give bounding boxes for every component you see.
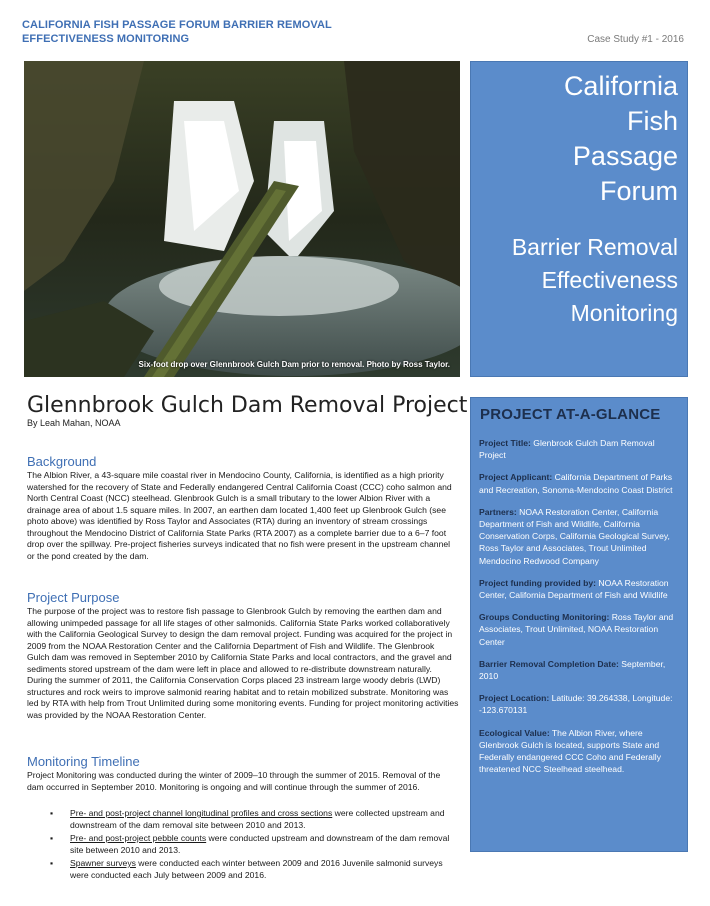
bullet-marker: ▪ [50,833,54,843]
forum-subtitle [512,231,678,330]
article-byline: By Leah Mahan, NOAA [27,418,121,428]
waterfall-photo [24,61,460,377]
forum-title [564,69,678,209]
glance-item-ecological-value [479,727,679,776]
background-text: The Albion River, a 43-square mile coastal river in Mendocino County, California, is identified as a high priority watershed for the recovery of State and Federally endangered Central California Coast (CCC) coho salmon and North Central Coast (NCC) steelhead. Glenbrook Gulch is a small tributary to the lower Albion River with a drainage area of about 1.5 square miles. In 2007, an earthen dam located 1,400 feet up Glenbrook Gulch (see photo above) was identified by Ross Taylor and Associates (RTA) during an inventory of stream crossings throughout the Mendocino District of California State Parks (RTA 2007) as a complete barrier due to a 6–7 foot drop over the spillway. Pre-project fisheries surveys indicated that no fish were present in the upstream channel or the pond created by the dam. [27,470,452,561]
list-item-link[interactable]: Pre- and post-project channel longitudinal profiles and cross sections [70,808,333,818]
timeline-text: Project Monitoring was conducted during the winter of 2009–10 through the summer of 2015. Removal of the dam occurred in September 2010. Monitoring is ongoing and will continue through the summer of 2016. [27,770,441,792]
glance-label: Project Location: [479,693,550,704]
glance-label: Partners: [479,506,517,517]
forum-subtitle-line: Barrier Removal [511,234,678,260]
forum-subtitle-line: Monitoring [570,300,678,326]
glance-value: NOAA Restoration Center, California Department of Fish and Wildlife, California Conservation Corps, California Geological Survey, Ross Taylor and Associates, Trout Unlimited Mendocino Redwood Company [479,506,670,566]
purpose-section [27,590,459,721]
purpose-text: The purpose of the project was to restore fish passage to Glenbrook Gulch by removing the earthen dam and allowing unimpeded passage for all life stages of other salmonids. California State Parks worked collaboratively with the California Geological Survey to design the dam removal project. Funding was acquired for the project in 2009 from the NOAA Restoration Center and the California Department of Fish and Wildlife. The Glenbrook Gulch dam was removed in September 2010 by California State Parks and local contractors, and the gravel and sediments stored upstream of the dam were left in place and allowed to re-distribute downstream naturally. During the summer of 2011, the California Conservation Corps placed 23 instream large woody debris (LWD) structures and rock weirs to improve salmonid rearing habitat and to retain mobilized substrate. Monitoring was led by RTA with help from Trout Unlimited during some monitoring events. Funding for project monitoring activities was provided by the NOAA Restoration Center. [27,606,459,720]
forum-title-panel [470,61,688,377]
glance-item-completion-date [479,658,679,682]
glance-value: NOAA Restoration Center, California Department of Fish and Wildlife [479,577,669,601]
timeline-section [27,754,459,793]
glance-item-applicant [479,471,679,495]
glance-label: Ecological Value: [479,727,550,738]
article-title: Glennbrook Gulch Dam Removal Project [27,393,468,418]
forum-title-line: Passage [572,141,678,171]
timeline-heading: Monitoring Timeline [27,754,140,769]
forum-subtitle-line: Effectiveness [541,267,678,293]
waterfall-illustration [24,61,460,377]
bullet-marker: ▪ [50,808,54,818]
glance-value: California Department of Parks and Recreation, Sonoma-Mendocino Coast District [479,472,673,495]
glance-item-partners [479,506,679,567]
glance-item-title [479,437,679,461]
monitoring-list [50,808,460,883]
glance-label: Project Title: [479,438,531,448]
case-study-label: Case Study #1 - 2016 [587,34,684,45]
list-item [50,808,460,831]
glance-value: Latitude: 39.264338, Longitude: -123.670131 [479,693,673,716]
background-heading: Background [27,454,97,469]
glance-label: Project funding provided by: [479,577,596,588]
list-item-text: were collected upstream and downstream of the dam removal site between 2010 and 2013. [70,808,445,830]
glance-value: The Albion River, where Glenbrook Gulch is located, supports State and Federally endangered CCC Coho and Federally threatened NCC Steelhead steelhead. [479,727,662,775]
forum-title-line: California [563,71,678,101]
photo-caption: Six-foot drop over Glennbrook Gulch Dam prior to removal. Photo by Ross Taylor. [138,360,450,369]
forum-title-line: Forum [599,176,678,206]
glance-item-monitoring-groups [479,611,679,648]
list-item-link[interactable]: Spawner surveys [70,858,136,868]
list-item-text: were conducted each winter between 2009 and 2016 Juvenile salmonid surveys were conducted each July between 2009 and 2016. [70,858,443,880]
glance-item-location [479,692,679,716]
list-item [50,833,460,856]
background-section [27,454,459,562]
glance-list [479,437,679,785]
glance-label: Barrier Removal Completion Date: [479,658,619,669]
glance-item-funding [479,577,679,601]
glance-value: September, 2010 [479,658,666,682]
purpose-heading: Project Purpose [27,590,120,605]
forum-title-line: Fish [626,106,678,136]
list-item-text: were conducted upstream and downstream of the dam removal site between 2010 and 2013. [70,833,450,855]
glance-value: Ross Taylor and Associates, Trout Unlimited, NOAA Restoration Center [479,612,674,647]
glance-label: Project Applicant: [479,472,553,483]
series-title: CALIFORNIA FISH PASSAGE FORUM BARRIER REMOVAL EFFECTIVENESS MONITORING [22,19,332,45]
glance-value: Glenbrook Gulch Dam Removal Project [479,438,655,461]
list-item [50,858,460,881]
glance-label: Groups Conducting Monitoring: [479,612,610,623]
list-item-link[interactable]: Pre- and post-project pebble counts [70,833,207,843]
bullet-marker: ▪ [50,858,54,868]
glance-heading: PROJECT AT-A-GLANCE [480,406,661,423]
project-at-a-glance-panel [470,397,688,852]
